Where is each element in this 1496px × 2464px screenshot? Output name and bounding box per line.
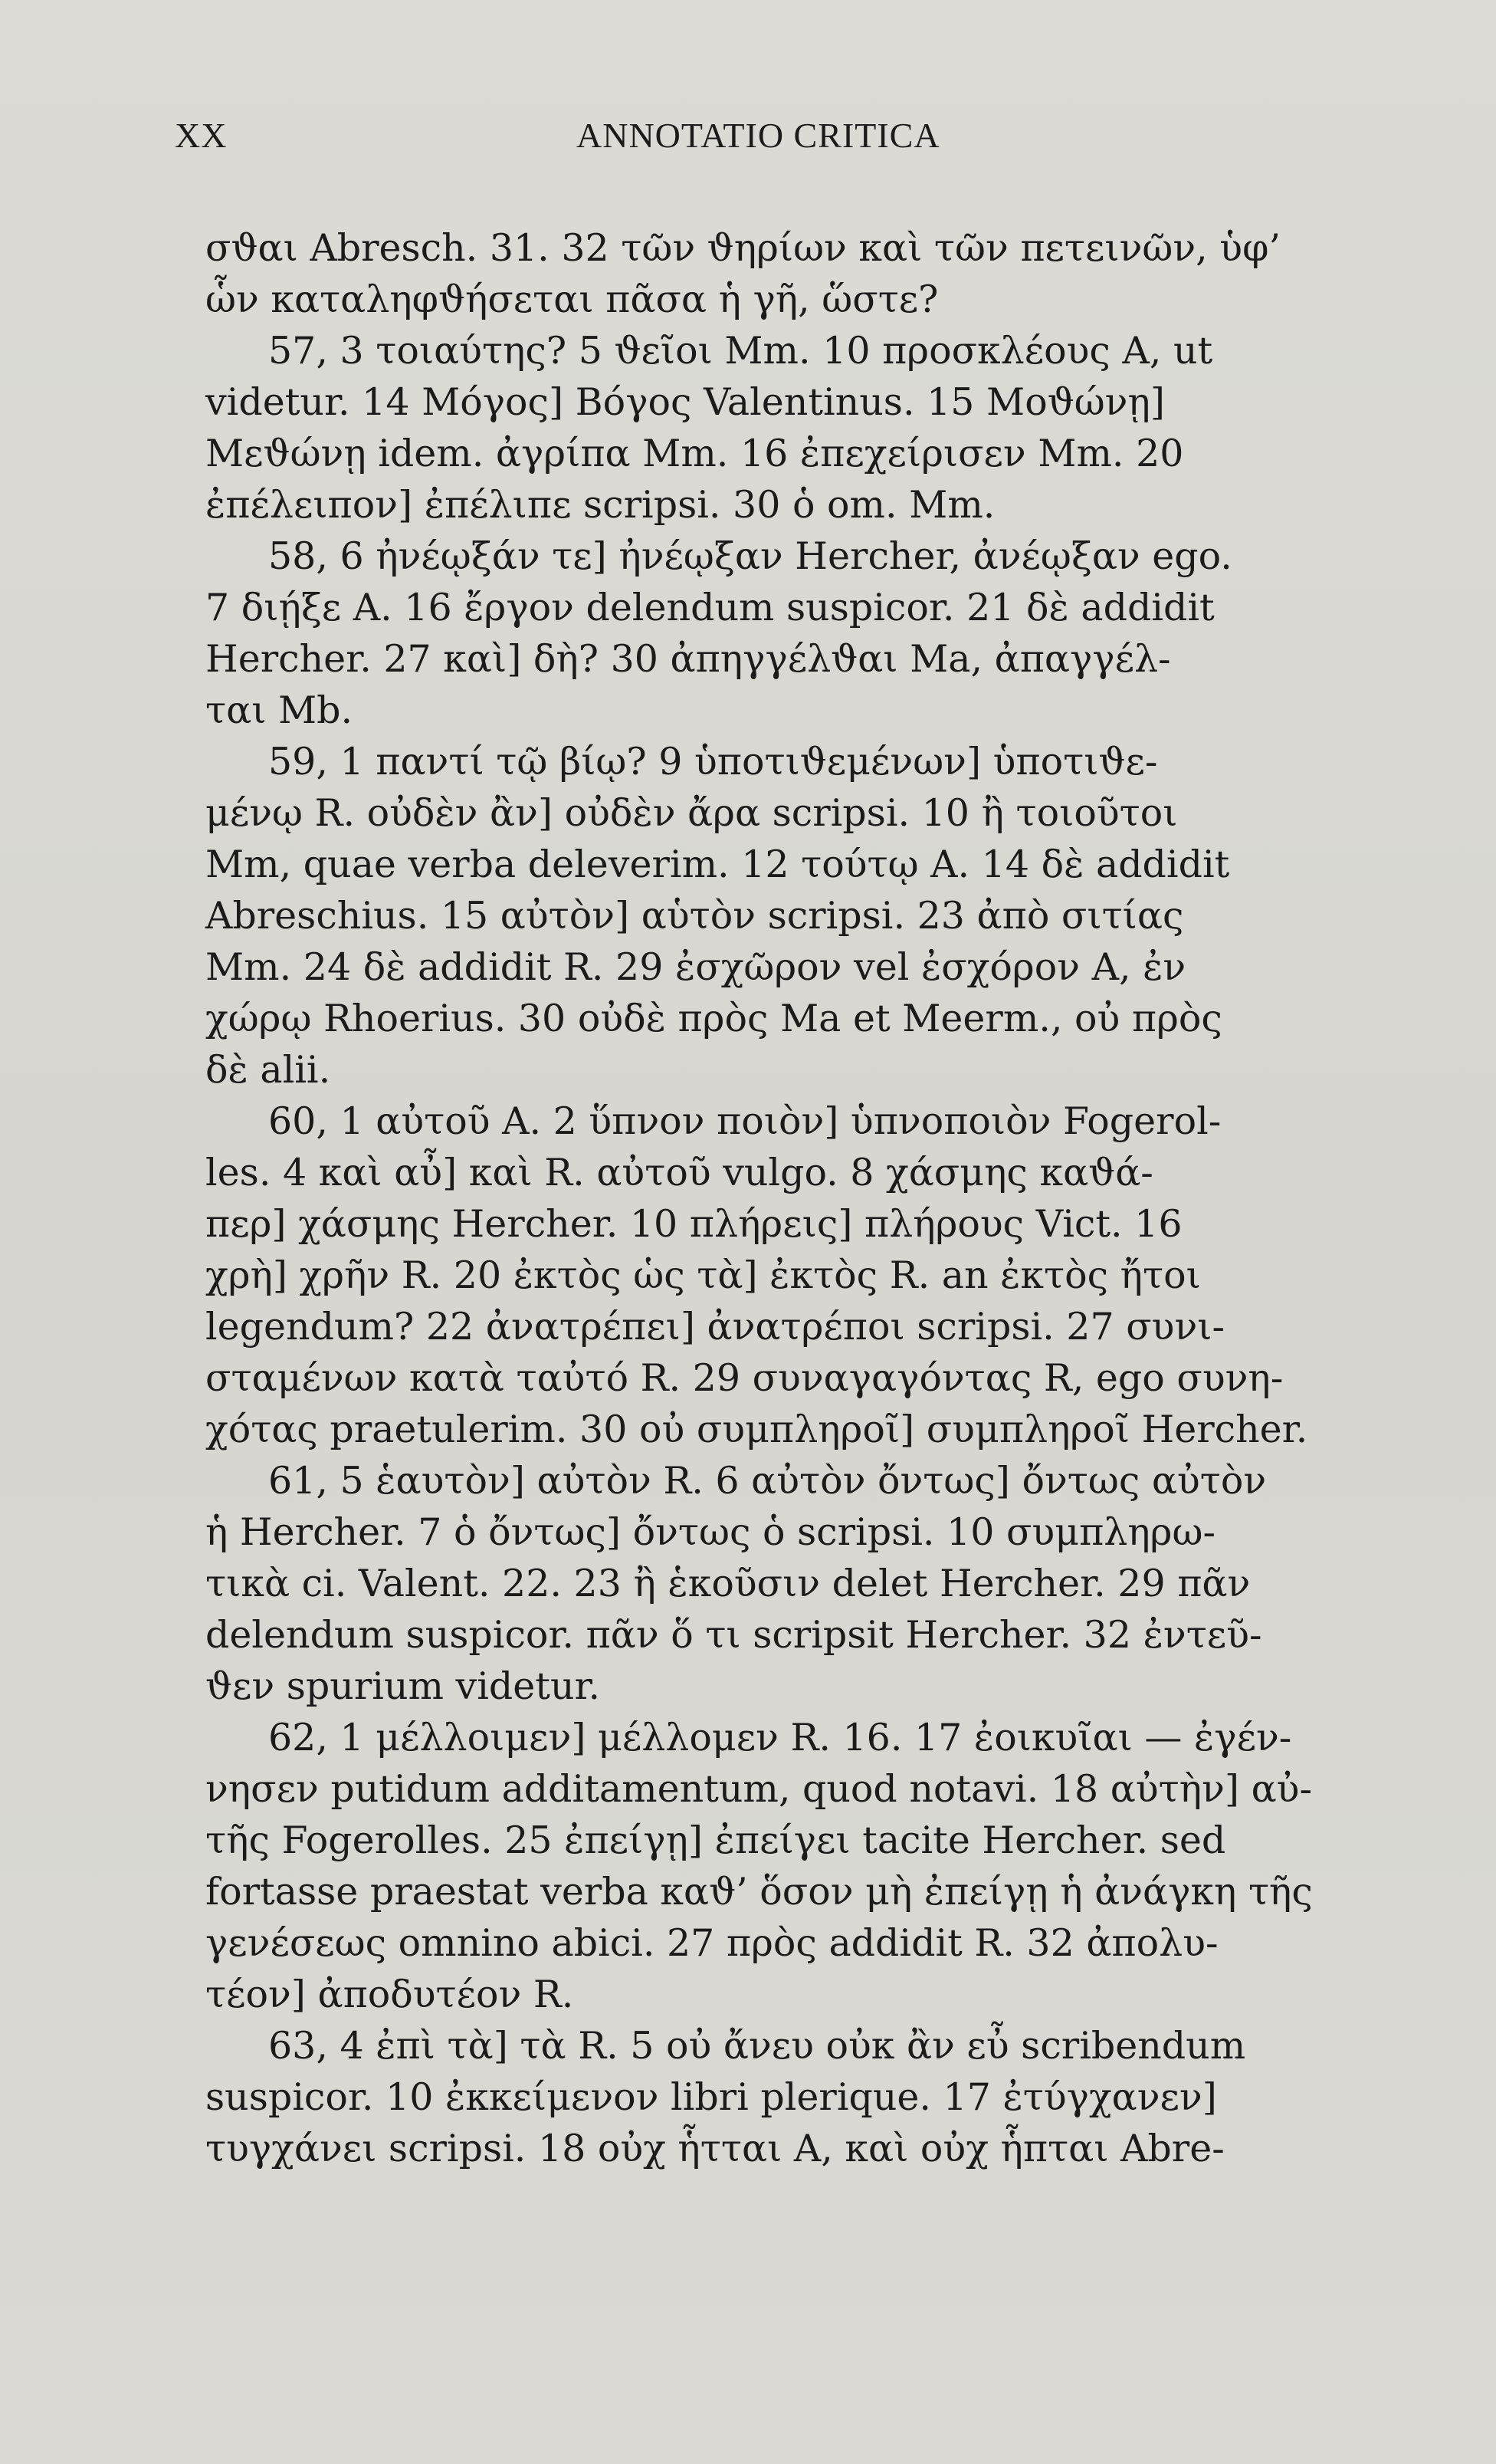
text-line: Μεϑώνῃ idem. ἀγρίπα Mm. 16 ἐπεχείρισεν Mm. 20 (205, 432, 1184, 475)
text-line: ἡ Hercher. 7 ὁ ὄντως] ὄντως ὁ scripsi. 10 συμπληρω- (205, 1510, 1216, 1554)
text-line: τέον] ἀποδυτέον R. (205, 1973, 574, 2016)
text-line: ται Mb. (205, 688, 353, 732)
text-line: σϑαι Abresch. 31. 32 τῶν ϑηρίων καὶ τῶν πετεινῶν, ὑφ’ (205, 226, 1281, 270)
text-line: περ] χάσμης Hercher. 10 πλήρεις] πλήρους Vict. 16 (205, 1202, 1183, 1246)
text-line: fortasse praestat verba καϑ’ ὅσον μὴ ἐπείγῃ ἡ ἀνάγκη τῆς (205, 1870, 1313, 1914)
text-line: legendum? 22 ἀνατρέπει] ἀνατρέποι scripsi. 27 συνι- (205, 1305, 1225, 1349)
text-line: 60, 1 αὐτοῦ A. 2 ὕπνον ποιὸν] ὑπνοποιὸν Fogerol- (268, 1099, 1222, 1143)
text-line: σταμένων κατὰ ταὐτό R. 29 συναγαγόντας R, ego συνη- (205, 1356, 1284, 1400)
page-number: XX (175, 116, 228, 155)
text-line: μένῳ R. οὐδὲν ἂν] οὐδὲν ἄρα scripsi. 10 ἢ τοιοῦτοι (205, 791, 1178, 835)
text-line: 57, 3 τοιαύτης? 5 ϑεῖοι Mm. 10 προσκλέους A, ut (268, 329, 1213, 373)
text-line: χρὴ] χρῆν R. 20 ἐκτὸς ὡς τὰ] ἐκτὸς R. an ἐκτὸς ἤτοι (205, 1253, 1201, 1297)
text-line: νησεν putidum additamentum, quod notavi. 18 αὐτὴν] αὐ- (205, 1767, 1313, 1811)
text-line: 59, 1 παντί τῷ βίῳ? 9 ὑποτιϑεμένων] ὑποτιϑε- (268, 740, 1158, 784)
running-title: ANNOTATIO CRITICA (576, 116, 940, 155)
text-line: ϑεν spurium videtur. (205, 1664, 601, 1708)
text-line: τικὰ ci. Valent. 22. 23 ἢ ἑκοῦσιν delet Hercher. 29 πᾶν (205, 1562, 1251, 1605)
text-line: 61, 5 ἑαυτὸν] αὐτὸν R. 6 αὐτὸν ὄντως] ὄντως αὐτὸν (268, 1459, 1267, 1503)
text-line: Abreschius. 15 αὐτὸν] αὑτὸν scripsi. 23 ἀπὸ σιτίας (205, 894, 1184, 938)
text-line: Hercher. 27 καὶ] δὴ? 30 ἀπηγγέλϑαι Ma, ἀπαγγέλ- (205, 637, 1171, 681)
text-line: 58, 6 ἠνέῳξάν τε] ἠνέῳξαν Hercher, ἀνέῳξαν ego. (268, 534, 1232, 578)
text-line: χότας praetulerim. 30 οὐ συμπληροῖ] συμπληροῖ Hercher. (205, 1408, 1308, 1451)
text-line: ὧν καταληφϑήσεται πᾶσα ἡ γῆ, ὥστε? (205, 278, 939, 321)
text-line: Mm, quae verba deleverim. 12 τούτῳ A. 14 δὲ addidit (205, 843, 1230, 886)
text-line: γενέσεως omnino abici. 27 πρὸς addidit R. 32 ἀπολυ- (205, 1921, 1219, 1965)
text-line: δὲ alii. (205, 1048, 331, 1092)
text-line: ἐπέλειπον] ἐπέλιπε scripsi. 30 ὁ om. Mm. (205, 483, 996, 527)
text-line: χώρῳ Rhoerius. 30 οὐδὲ πρὸς Ma et Meerm., οὐ πρὸς (205, 997, 1222, 1040)
text-line: delendum suspicor. πᾶν ὅ τι scripsit Hercher. 32 ἐντεῦ- (205, 1613, 1262, 1657)
text-line: τυγχάνει scripsi. 18 οὐχ ἧτται A, καὶ οὐχ ἧπται Abre- (205, 2127, 1225, 2170)
text-line: 7 διῄξε A. 16 ἔργον delendum suspicor. 21 δὲ addidit (205, 586, 1215, 629)
text-line: les. 4 καὶ αὖ] καὶ R. αὐτοῦ vulgo. 8 χάσμης καϑά- (205, 1151, 1153, 1194)
page-header (175, 115, 1416, 161)
text-line: 62, 1 μέλλοιμεν] μέλλομεν R. 16. 17 ἐοικυῖαι — ἐγέν- (268, 1716, 1292, 1759)
text-line: τῆς Fogerolles. 25 ἐπείγῃ] ἐπείγει tacite Hercher. sed (205, 1818, 1226, 1862)
text-line: Mm. 24 δὲ addidit R. 29 ἐσχῶρον vel ἐσχόρον A, ἐν (205, 945, 1186, 989)
text-line: 63, 4 ἐπὶ τὰ] τὰ R. 5 οὐ ἄνευ οὐκ ἂν εὖ scribendum (268, 2024, 1246, 2068)
text-line: suspicor. 10 ἐκκείμενον libri plerique. 17 ἐτύγχανεν] (205, 2075, 1217, 2119)
text-line: videtur. 14 Μόγος] Βόγος Valentinus. 15 Μοϑώνῃ] (205, 380, 1165, 424)
